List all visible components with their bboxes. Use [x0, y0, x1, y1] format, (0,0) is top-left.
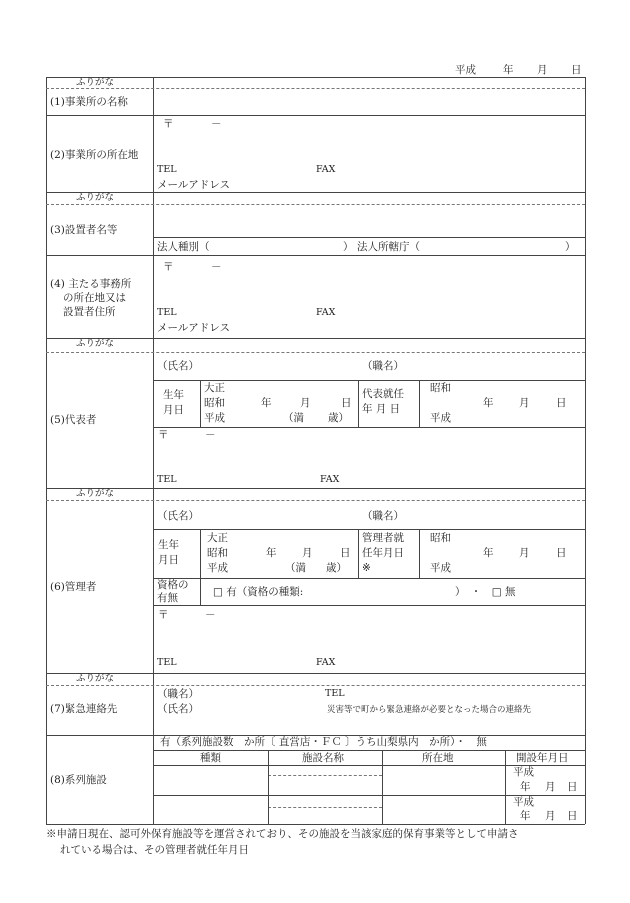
hi: 日: [556, 397, 567, 409]
hi: 日: [556, 547, 567, 559]
shunin-label-l2: 任年月日: [362, 547, 404, 559]
era-heisei: 平成: [204, 412, 225, 424]
postal-mark: 〒: [163, 261, 174, 273]
s8-col-name: 施設名称: [302, 752, 344, 764]
cell-divider: [419, 380, 420, 427]
row-line: [268, 807, 382, 808]
s2-label: (2)事業所の所在地: [50, 149, 139, 161]
cell-divider: [358, 529, 359, 578]
nen: 年: [266, 547, 277, 559]
row-line: [46, 255, 585, 256]
birth-label-l1: 生年: [163, 389, 184, 401]
cell-divider: [268, 750, 269, 824]
cell-divider: [200, 380, 201, 427]
tel-label: TEL: [157, 164, 177, 175]
close-paren: ）: [565, 241, 576, 253]
postal-dash: －: [205, 609, 216, 621]
era-showa: 昭和: [430, 382, 451, 394]
hojin-shokatsu-label: 法人所轄庁（: [357, 241, 420, 253]
shimei-label: （氏名）: [157, 510, 199, 522]
s4-label-line2: の所在地又は: [63, 292, 126, 304]
shimei-label: （氏名）: [157, 703, 199, 715]
tel-label: TEL: [157, 657, 177, 668]
label-column-divider: [153, 77, 154, 824]
age-open: （満: [283, 412, 304, 424]
row-line: [46, 192, 585, 193]
hi: 日: [567, 781, 578, 793]
shunin-note-mark: ※: [362, 562, 371, 574]
row-line: [46, 77, 585, 78]
tsuki: 月: [300, 397, 311, 409]
shikaku-label-l1: 資格の: [157, 579, 189, 591]
postal-mark: 〒: [163, 118, 174, 130]
table-right-border: [585, 77, 586, 824]
cell-divider: [382, 750, 383, 824]
row-line: [268, 775, 382, 776]
shunin-label-l1: 代表就任: [362, 388, 404, 400]
birth-label-l2: 月日: [163, 404, 184, 416]
hi: 日: [567, 810, 578, 822]
row-line: [46, 338, 585, 339]
s8-col-type: 種類: [200, 752, 221, 764]
nen: 年: [520, 810, 531, 822]
row-line: [153, 578, 585, 579]
s8-label: (8)系列施設: [50, 774, 107, 786]
shokumei-label: （職名）: [157, 688, 199, 700]
row-line: [46, 204, 585, 205]
shikaku-text: □ 有（資格の種類:: [213, 586, 304, 598]
s3-label: (3)設置者名等: [50, 224, 118, 236]
tsuki: 月: [302, 547, 313, 559]
tel-label: TEL: [157, 307, 177, 318]
s8-col-opened: 開設年月日: [516, 752, 569, 764]
era-taisho: 大正: [207, 532, 228, 544]
close-paren: ）: [343, 241, 354, 253]
row-line: [46, 824, 585, 825]
shokumei-label: （職名）: [362, 360, 404, 372]
s5-label: (5)代表者: [50, 414, 97, 426]
row-line: [46, 500, 585, 501]
furigana-label: ふりがな: [76, 192, 115, 203]
s4-label-line3: 設置者住所: [63, 306, 116, 318]
footnote-line1: ※申請日現在、認可外保育施設等を運営されており、その施設を当該家庭的保育事業等として申請さ: [46, 828, 519, 840]
date-era: 平成: [455, 64, 476, 76]
shunin-label-l2: 年 月 日: [362, 403, 401, 415]
fax-label: FAX: [316, 164, 336, 175]
s4-label-line1: (4) 主たる事務所: [50, 278, 132, 290]
postal-mark: 〒: [158, 429, 169, 441]
age-close: 歳）: [326, 562, 347, 574]
tel-label: TEL: [157, 474, 177, 485]
era-heisei: 平成: [207, 562, 228, 574]
tsuki: 月: [519, 547, 530, 559]
row-line: [46, 685, 585, 686]
shunin-label-l1: 管理者就: [362, 532, 404, 544]
row-line: [153, 605, 585, 606]
era-heisei: 平成: [430, 412, 451, 424]
s7-label: (7)緊急連絡先: [50, 703, 118, 715]
era-heisei: 平成: [430, 562, 451, 574]
row-line: [153, 529, 585, 530]
cell-divider: [200, 529, 201, 605]
s7-note: 災害等で町から緊急連絡が必要となった場合の連絡先: [327, 705, 532, 715]
date-year: 年: [503, 64, 514, 76]
postal-dash: －: [211, 261, 222, 273]
cell-divider: [505, 750, 506, 824]
nen: 年: [261, 397, 272, 409]
shokumei-label: （職名）: [362, 510, 404, 522]
nen: 年: [483, 397, 494, 409]
tel-label: TEL: [325, 688, 345, 699]
nen: 年: [520, 781, 531, 793]
fax-label: FAX: [316, 657, 336, 668]
era-heisei: 平成: [513, 796, 534, 808]
date-day: 日: [571, 64, 582, 76]
postal-mark: 〒: [158, 609, 169, 621]
era-showa: 昭和: [207, 547, 228, 559]
row-line: [46, 88, 585, 89]
hojin-shubetsu-label: 法人種別（: [157, 241, 210, 253]
row-line: [153, 237, 585, 238]
nen: 年: [483, 547, 494, 559]
postal-dash: －: [205, 429, 216, 441]
s1-label: (1)事業所の名称: [50, 96, 128, 108]
footnote-line2: れている場合は、その管理者就任年月日: [60, 844, 249, 856]
tsuki: 月: [545, 810, 556, 822]
email-label: メールアドレス: [157, 179, 230, 191]
era-heisei: 平成: [513, 766, 534, 778]
postal-dash: －: [211, 118, 222, 130]
era-showa: 昭和: [204, 397, 225, 409]
age-open: （満: [285, 562, 306, 574]
row-line: [153, 427, 585, 428]
cell-divider: [358, 380, 359, 427]
era-showa: 昭和: [430, 532, 451, 544]
birth-label-l2: 月日: [158, 554, 179, 566]
shikaku-label-l2: 有無: [157, 592, 178, 604]
tsuki: 月: [545, 781, 556, 793]
row-line: [46, 488, 585, 489]
furigana-label: ふりがな: [76, 673, 115, 684]
row-line: [46, 115, 585, 116]
furigana-label: ふりがな: [76, 338, 115, 349]
hi: 日: [340, 547, 351, 559]
hi: 日: [341, 397, 352, 409]
row-line: [46, 352, 585, 353]
age-close: 歳）: [328, 412, 349, 424]
row-line: [153, 380, 585, 381]
era-taisho: 大正: [204, 382, 225, 394]
birth-label-l1: 生年: [158, 539, 179, 551]
row-line: [153, 750, 585, 751]
shikaku-close: ） ・ □ 無: [455, 586, 516, 598]
shimei-label: （氏名）: [157, 360, 199, 372]
s8-col-address: 所在地: [422, 752, 454, 764]
furigana-label: ふりがな: [76, 77, 115, 88]
tsuki: 月: [519, 397, 530, 409]
cell-divider: [419, 529, 420, 578]
s6-label: (6)管理者: [50, 581, 97, 593]
row-line: [46, 673, 585, 674]
date-month: 月: [537, 64, 548, 76]
furigana-label: ふりがな: [76, 488, 115, 499]
table-left-border: [46, 77, 47, 824]
s8-summary: 有（系列施設数 か所〔 直営店・ＦＣ 〕うち山梨県内 か所）・ 無: [160, 736, 487, 748]
email-label: メールアドレス: [157, 322, 230, 334]
fax-label: FAX: [320, 474, 340, 485]
fax-label: FAX: [316, 307, 336, 318]
